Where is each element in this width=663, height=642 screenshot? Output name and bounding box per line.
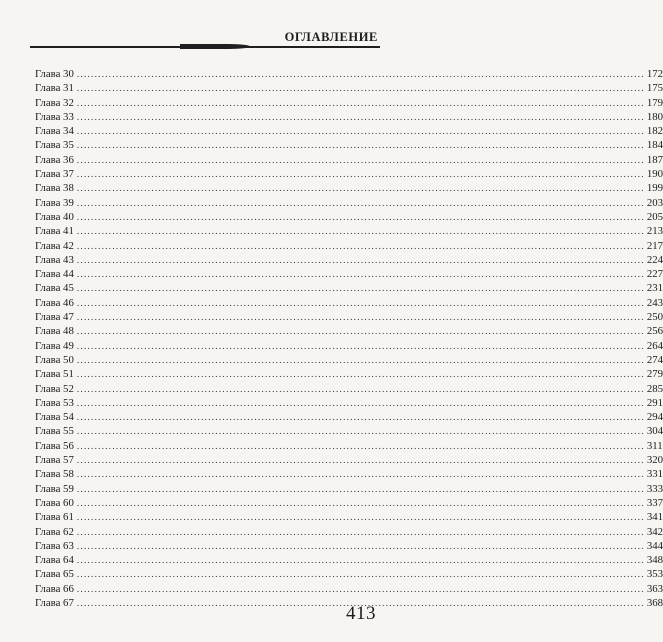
toc-entry-page: 337: [646, 496, 663, 509]
toc-leader-dots: ................................................................................................................................................................: [76, 197, 645, 208]
toc-leader-dots: ................................................................................................................................................................: [76, 497, 645, 508]
toc-entry-label: Глава 56: [35, 439, 74, 452]
toc-entry: [35, 210, 663, 224]
toc-entry-page: 331: [646, 468, 663, 481]
toc-entry-label: Глава 53: [35, 396, 74, 409]
toc-entry: [35, 224, 663, 238]
toc-entry-page: 279: [646, 368, 663, 381]
toc-entry-page: 333: [646, 482, 663, 495]
toc-entry-label: Глава 55: [35, 425, 74, 438]
toc-entry-label: Глава 43: [35, 253, 74, 266]
toc-entry-page: 243: [646, 296, 663, 309]
toc-leader-dots: ................................................................................................................................................................: [76, 512, 645, 523]
page-number: 413: [346, 603, 376, 624]
toc-entry-page: 291: [646, 396, 663, 409]
toc-entry: [35, 496, 663, 510]
toc-entry: [35, 324, 663, 338]
toc-entry-label: Глава 38: [35, 182, 74, 195]
toc-entry: [35, 138, 663, 152]
toc-entry-label: Глава 60: [35, 496, 74, 509]
toc-entry-page: 184: [646, 139, 663, 152]
toc-entry-label: Глава 49: [35, 339, 74, 352]
toc-leader-dots: ................................................................................................................................................................: [76, 240, 645, 251]
toc-entry-label: Глава 54: [35, 411, 74, 424]
toc-entry-label: Глава 51: [35, 368, 74, 381]
toc-entry-page: 341: [646, 511, 663, 524]
toc-entry: [35, 281, 663, 295]
toc-entry-label: Глава 57: [35, 454, 74, 467]
header-title: ОГЛАВЛЕНИЕ: [284, 30, 378, 44]
toc-leader-dots: ................................................................................................................................................................: [76, 111, 645, 122]
toc-leader-dots: ................................................................................................................................................................: [76, 412, 645, 423]
toc-leader-dots: ................................................................................................................................................................: [76, 455, 645, 466]
toc-entry-page: 217: [646, 239, 663, 252]
toc-entry: [35, 296, 663, 310]
toc-entry: [35, 310, 663, 324]
toc-leader-dots: ................................................................................................................................................................: [76, 169, 645, 180]
toc-entry-label: Глава 34: [35, 125, 74, 138]
toc-leader-dots: ................................................................................................................................................................: [76, 211, 645, 222]
toc-entry: [35, 567, 663, 581]
header-rule-swell: [180, 44, 250, 49]
toc-entry-page: 190: [646, 168, 663, 181]
toc-leader-dots: ................................................................................................................................................................: [76, 583, 645, 594]
toc-entry-page: 348: [646, 554, 663, 567]
toc-leader-dots: ................................................................................................................................................................: [76, 269, 645, 280]
toc-entry-page: 182: [646, 125, 663, 138]
toc-entry-label: Глава 58: [35, 468, 74, 481]
toc-entry-page: 172: [646, 68, 663, 80]
toc-leader-dots: ................................................................................................................................................................: [76, 97, 645, 108]
toc-leader-dots: ................................................................................................................................................................: [76, 340, 645, 351]
toc-entry: [35, 439, 663, 453]
toc-entry-label: Глава 59: [35, 482, 74, 495]
toc-leader-dots: ................................................................................................................................................................: [76, 483, 645, 494]
toc-entry-page: 227: [646, 268, 663, 281]
toc-entry: [35, 253, 663, 267]
toc-entry-label: Глава 33: [35, 110, 74, 123]
toc-entry-label: Глава 41: [35, 225, 74, 238]
toc-entry: [35, 353, 663, 367]
toc-entry-label: Глава 64: [35, 554, 74, 567]
toc-entry: [35, 424, 663, 438]
toc-entry-label: Глава 39: [35, 196, 74, 209]
toc-entry-label: Глава 66: [35, 582, 74, 595]
running-header: [30, 24, 380, 52]
toc-leader-dots: ................................................................................................................................................................: [76, 526, 645, 537]
toc-entry-page: 179: [646, 96, 663, 109]
toc-entry: [35, 367, 663, 381]
toc-entry-label: Глава 31: [35, 82, 74, 95]
toc-entry: [35, 167, 663, 181]
toc-entry-label: Глава 36: [35, 153, 74, 166]
toc-leader-dots: ................................................................................................................................................................: [76, 440, 645, 451]
toc-entry-page: 224: [646, 253, 663, 266]
toc-leader-dots: ................................................................................................................................................................: [76, 126, 645, 137]
toc-entry-page: 363: [646, 582, 663, 595]
toc-entry: [35, 453, 663, 467]
toc-leader-dots: ................................................................................................................................................................: [76, 297, 645, 308]
toc-leader-dots: ................................................................................................................................................................: [76, 140, 645, 151]
toc-leader-dots: ................................................................................................................................................................: [76, 183, 645, 194]
toc-entry-page: 205: [646, 210, 663, 223]
toc-leader-dots: ................................................................................................................................................................: [76, 326, 645, 337]
toc-entry-page: 294: [646, 411, 663, 424]
toc-leader-dots: ................................................................................................................................................................: [76, 254, 645, 265]
toc-leader-dots: ................................................................................................................................................................: [76, 354, 645, 365]
toc-leader-dots: ................................................................................................................................................................: [76, 383, 645, 394]
toc-leader-dots: ................................................................................................................................................................: [76, 569, 645, 580]
toc-entry: [35, 525, 663, 539]
toc-entry: [35, 239, 663, 253]
toc-entry: [35, 510, 663, 524]
toc-entry-page: 344: [646, 539, 663, 552]
toc-entry-label: Глава 35: [35, 139, 74, 152]
toc-entry: [35, 124, 663, 138]
toc-entry-page: 353: [646, 568, 663, 581]
toc-leader-dots: ................................................................................................................................................................: [76, 555, 645, 566]
toc-entry-label: Глава 32: [35, 96, 74, 109]
toc-entry: [35, 110, 663, 124]
toc-entry-page: 342: [646, 525, 663, 538]
toc-entry: [35, 396, 663, 410]
toc-entry-label: Глава 46: [35, 296, 74, 309]
toc-entry-label: Глава 40: [35, 210, 74, 223]
toc-leader-dots: ................................................................................................................................................................: [76, 283, 645, 294]
toc-entry-label: Глава 63: [35, 539, 74, 552]
toc-entry-page: 199: [646, 182, 663, 195]
toc-entry-page: 368: [646, 596, 663, 609]
toc-entry-page: 180: [646, 110, 663, 123]
toc-leader-dots: ................................................................................................................................................................: [76, 69, 645, 79]
toc-entry: [35, 539, 663, 553]
toc-entry: [35, 67, 663, 81]
toc-entry-label: Глава 62: [35, 525, 74, 538]
toc-entry-page: 231: [646, 282, 663, 295]
toc-entry-page: 175: [646, 82, 663, 95]
toc-entry-label: Глава 52: [35, 382, 74, 395]
toc-entry-page: 264: [646, 339, 663, 352]
toc-entry: [35, 382, 663, 396]
toc-leader-dots: ................................................................................................................................................................: [76, 397, 645, 408]
toc-leader-dots: ................................................................................................................................................................: [76, 469, 645, 480]
toc-entry-page: 311: [646, 439, 663, 452]
toc-entry-page: 203: [646, 196, 663, 209]
toc-entry: [35, 267, 663, 281]
toc-entry: [35, 153, 663, 167]
table-of-contents: [35, 67, 663, 610]
toc-entry: [35, 181, 663, 195]
toc-entry-label: Глава 48: [35, 325, 74, 338]
toc-leader-dots: ................................................................................................................................................................: [76, 540, 645, 551]
toc-entry-label: Глава 37: [35, 168, 74, 181]
toc-entry-label: Глава 47: [35, 311, 74, 324]
toc-leader-dots: ................................................................................................................................................................: [76, 83, 645, 94]
toc-entry-label: Глава 44: [35, 268, 74, 281]
toc-entry-page: 213: [646, 225, 663, 238]
toc-entry: [35, 553, 663, 567]
toc-leader-dots: ................................................................................................................................................................: [76, 312, 645, 323]
toc-entry-page: 274: [646, 353, 663, 366]
toc-entry-label: Глава 67: [35, 596, 74, 609]
toc-entry: [35, 596, 663, 610]
toc-entry: [35, 96, 663, 110]
toc-entry-label: Глава 65: [35, 568, 74, 581]
toc-leader-dots: ................................................................................................................................................................: [76, 369, 645, 380]
toc-entry-page: 187: [646, 153, 663, 166]
toc-entry-label: Глава 42: [35, 239, 74, 252]
toc-entry-page: 304: [646, 425, 663, 438]
toc-entry-page: 250: [646, 311, 663, 324]
toc-entry: [35, 339, 663, 353]
toc-entry: [35, 81, 663, 95]
toc-entry-page: 256: [646, 325, 663, 338]
toc-entry: [35, 196, 663, 210]
toc-entry-label: Глава 30: [35, 68, 74, 80]
toc-leader-dots: ................................................................................................................................................................: [76, 226, 645, 237]
toc-entry: [35, 410, 663, 424]
toc-entry-page: 285: [646, 382, 663, 395]
toc-entry-label: Глава 45: [35, 282, 74, 295]
toc-leader-dots: ................................................................................................................................................................: [76, 154, 645, 165]
toc-entry-label: Глава 50: [35, 353, 74, 366]
toc-entry: [35, 482, 663, 496]
toc-entry-page: 320: [646, 454, 663, 467]
toc-entry: [35, 467, 663, 481]
toc-entry: [35, 582, 663, 596]
toc-leader-dots: ................................................................................................................................................................: [76, 597, 645, 608]
toc-leader-dots: ................................................................................................................................................................: [76, 426, 645, 437]
toc-entry-label: Глава 61: [35, 511, 74, 524]
